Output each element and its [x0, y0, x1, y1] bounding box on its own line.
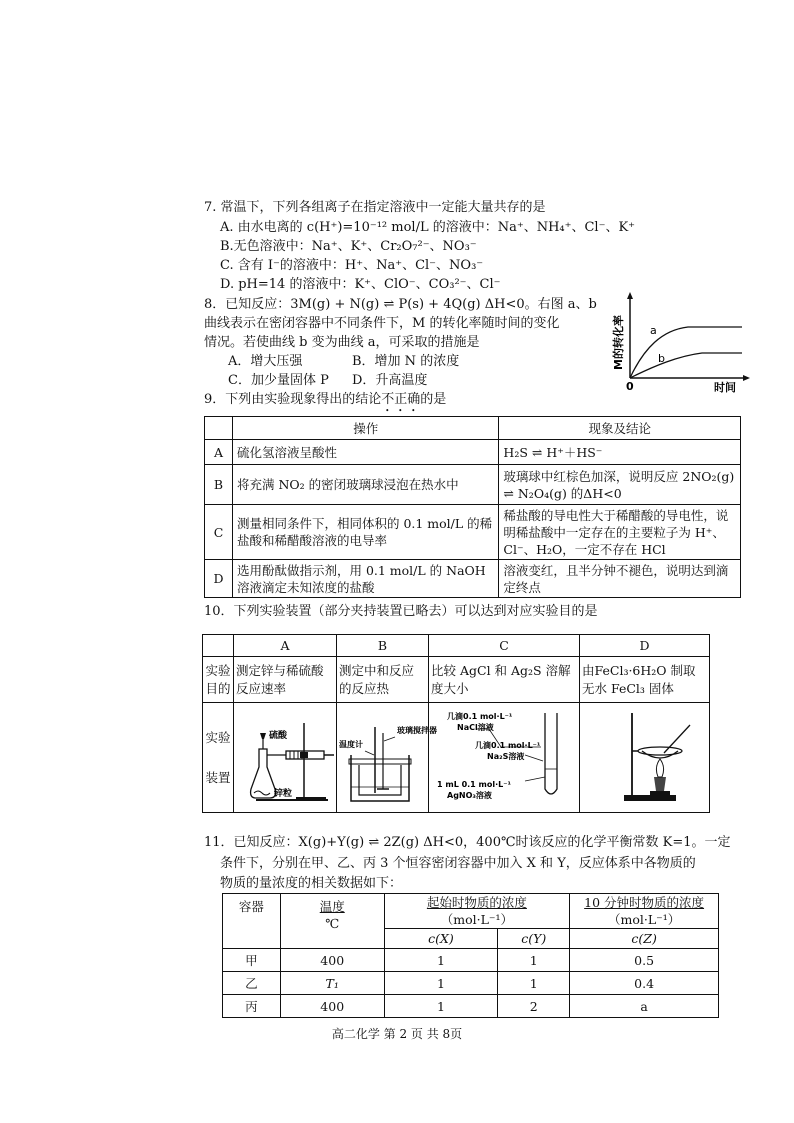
apparatus-c-drawing [429, 703, 579, 807]
q9-stem-post: 的是 [420, 392, 447, 407]
q9-stem [204, 391, 446, 415]
table-row [205, 505, 741, 560]
q9-row-label: C [205, 505, 233, 560]
q8-conversion-graph [604, 290, 754, 394]
q9-stem-pre: 9．下列由实验现象得出的结论 [204, 392, 382, 407]
q10-col-c: C [429, 635, 580, 657]
table-row [205, 560, 741, 598]
table-row [223, 949, 719, 972]
q11-cell-cz: 0.4 [570, 972, 719, 995]
q11-cell-cy: 1 [498, 949, 570, 972]
b-stirrer-label-text: 玻璃搅拌器 [397, 726, 437, 735]
q7-option-b: B.无色溶液中：Na⁺、K⁺、Cr₂O₇²⁻、NO₃⁻ [220, 239, 477, 254]
c-na2s-label-1: 几滴0.1 mol·L⁻¹ [475, 741, 541, 750]
q11-cell-cy: 1 [498, 972, 570, 995]
q10-header-row [203, 635, 710, 657]
q9-row-op: 测量相同条件下，相同体积的 0.1 mol/L 的稀盐酸和稀醋酸溶液的电导率 [232, 505, 498, 560]
q8-option-d: D．升高温度 [352, 373, 428, 388]
q8-option-b: B．增加 N 的浓度 [352, 354, 460, 369]
curve-b-label: b [658, 352, 665, 365]
q11-cell-temp: T₁ [280, 972, 384, 995]
q11-header-row-1 [223, 894, 719, 929]
q8-line1: 8．已知反应：3M(g) + N(g) ⇌ P(s) + 4Q(g) ΔH<0。右图 a、b [204, 297, 597, 312]
table-row [223, 995, 719, 1018]
q9-header-row [205, 417, 741, 440]
q9-row-op: 选用酚酞做指示剂，用 0.1 mol/L 的 NaOH 溶液滴定未知浓度的盐酸 [232, 560, 498, 598]
q9-row-label: B [205, 465, 233, 505]
q11-cell-temp: 400 [280, 995, 384, 1018]
apparatus-a-drawing [234, 703, 336, 807]
table-row [205, 440, 741, 465]
q11-line1: 11．已知反应：X(g)+Y(g) ⇌ 2Z(g) ΔH<0，400℃时该反应的化学平衡常数 K=1。一定 [204, 835, 731, 850]
q11-header-container: 容器 [223, 894, 281, 949]
q11-line2: 条件下，分别在甲、乙、丙 3 个恒容密闭容器中加入 X 和 Y，反应体系中各物质的 [220, 856, 696, 871]
q11-cell-cz: a [570, 995, 719, 1018]
q10-purpose-label: 实验目的 [203, 657, 234, 703]
a-acid-label: 硫酸 [269, 731, 288, 741]
q10-purpose-row [203, 657, 710, 703]
apparatus-d-drawing [580, 703, 709, 807]
q10-col-a: A [234, 635, 337, 657]
q10-purpose-b: 测定中和反应的反应热 [337, 657, 429, 703]
q11-cell-cz: 0.5 [570, 949, 719, 972]
q10-device-d [580, 703, 710, 813]
q11-header-10min-unit: （mol·L⁻¹） [607, 912, 681, 927]
q11-cell-name: 乙 [223, 972, 281, 995]
curve-a-label: a [650, 324, 657, 337]
c-agno3-label-1: 1 mL 0.1 mol·L⁻¹ [437, 780, 511, 789]
q10-device-row [203, 703, 710, 813]
q10-purpose-d: 由FeCl₃·6H₂O 制取无水 FeCl₃ 固体 [580, 657, 710, 703]
q11-header-temp-label: 温度 [319, 899, 345, 914]
q11-header-10min [570, 894, 719, 929]
q10-device-label: 实验装置 [203, 703, 234, 813]
q11-header-cx: c(X) [384, 929, 498, 949]
q11-header-temp-unit: ℃ [325, 916, 340, 931]
page-footer: 高二化学 第 2 页 共 8页 [331, 1027, 463, 1041]
q9-row-res: 稀盐酸的导电性大于稀醋酸的导电性，说明稀盐酸中一定存在的主要粒子为 H⁺、Cl⁻、H₂O，一定不存在 HCl [499, 505, 741, 560]
y-axis-arrow [627, 292, 633, 299]
q10-purpose-c: 比较 AgCl 和 Ag₂S 溶解度大小 [429, 657, 580, 703]
a-zinc-label: 锌粒 [274, 789, 293, 799]
q10-device-a [234, 703, 337, 813]
q9-table [204, 416, 741, 598]
q8-option-c: C．加少量固体 P [228, 373, 329, 388]
curve-b [630, 353, 742, 378]
table-row [205, 465, 741, 505]
q9-row-label: A [205, 440, 233, 465]
q11-header-temp [280, 894, 384, 949]
apparatus-b-drawing [337, 703, 437, 807]
q9-row-op: 硫化氢溶液呈酸性 [232, 440, 498, 465]
q10-device-c [429, 703, 580, 813]
q11-table [222, 893, 719, 1018]
q11-header-cz: c(Z) [570, 929, 719, 949]
q9-stem-emphasis: 不正确 [381, 392, 421, 407]
table-row [223, 972, 719, 995]
b-thermometer-label: 温度计 [339, 740, 363, 749]
q7-option-d: D. pH=14 的溶液中：K⁺、ClO⁻、CO₃²⁻、Cl⁻ [220, 277, 501, 292]
q9-row-res: 玻璃球中红棕色加深，说明反应 2NO₂(g) ⇌ N₂O₄(g) 的ΔH<0 [499, 465, 741, 505]
q8-option-a: A．增大压强 [228, 354, 303, 369]
q11-header-start-label: 起始时物质的浓度 [426, 895, 527, 910]
q8-line2: 曲线表示在密闭容器中不同条件下，M 的转化率随时间的变化 [204, 316, 560, 331]
q11-header-cy: c(Y) [498, 929, 570, 949]
q9-header-res: 现象及结论 [499, 417, 741, 440]
q11-cell-name: 甲 [223, 949, 281, 972]
q9-row-res: H₂S ⇌ H⁺＋HS⁻ [499, 440, 741, 465]
x-axis-arrow [743, 375, 750, 381]
q7-option-a: A. 由水电离的 c(H⁺)=10⁻¹² mol/L 的溶液中：Na⁺、NH₄⁺、Cl⁻、K⁺ [220, 220, 636, 235]
q11-cell-cx: 1 [384, 995, 498, 1018]
q9-header-op: 操作 [232, 417, 498, 440]
q9-row-res: 溶液变红，且半分钟不褪色，说明达到滴定终点 [499, 560, 741, 598]
q11-cell-name: 丙 [223, 995, 281, 1018]
q7-stem: 7. 常温下，下列各组离子在指定溶液中一定能大量共存的是 [204, 200, 546, 215]
origin-label: 0 [626, 380, 634, 393]
q11-cell-temp: 400 [280, 949, 384, 972]
q11-header-10min-label: 10 分钟时物质的浓度 [584, 895, 705, 910]
q11-header-start [384, 894, 570, 929]
x-axis-label: 时间 [714, 381, 736, 394]
q11-header-start-unit: （mol·L⁻¹） [440, 912, 514, 927]
q11-line3: 物质的量浓度的相关数据如下： [220, 876, 403, 891]
q10-stem: 10．下列实验装置（部分夹持装置已略去）可以达到对应实验目的是 [204, 604, 598, 619]
c-agno3-label-2: AgNO₃溶液 [447, 791, 492, 800]
q8-line3: 情况。若使曲线 b 变为曲线 a，可采取的措施是 [204, 335, 480, 350]
q11-cell-cx: 1 [384, 949, 498, 972]
q10-header-blank [203, 635, 234, 657]
q10-col-b: B [337, 635, 429, 657]
q10-device-b [337, 703, 437, 813]
c-nacl-label-1: 几滴0.1 mol·L⁻¹ [447, 712, 513, 721]
c-nacl-label-2: NaCl溶液 [457, 723, 494, 732]
q9-header-blank [205, 417, 233, 440]
q10-table [202, 634, 710, 813]
c-na2s-label-2: Na₂S溶液 [487, 752, 525, 761]
q9-row-op: 将充满 NO₂ 的密闭玻璃球浸泡在热水中 [232, 465, 498, 505]
q7-option-c: C. 含有 I⁻的溶液中：H⁺、Na⁺、Cl⁻、NO₃⁻ [220, 258, 484, 273]
q9-row-label: D [205, 560, 233, 598]
y-axis-label: M的转化率 [612, 315, 625, 370]
q11-cell-cy: 2 [498, 995, 570, 1018]
q10-purpose-a: 测定锌与稀硫酸反应速率 [234, 657, 337, 703]
q10-col-d: D [580, 635, 710, 657]
q11-cell-cx: 1 [384, 972, 498, 995]
